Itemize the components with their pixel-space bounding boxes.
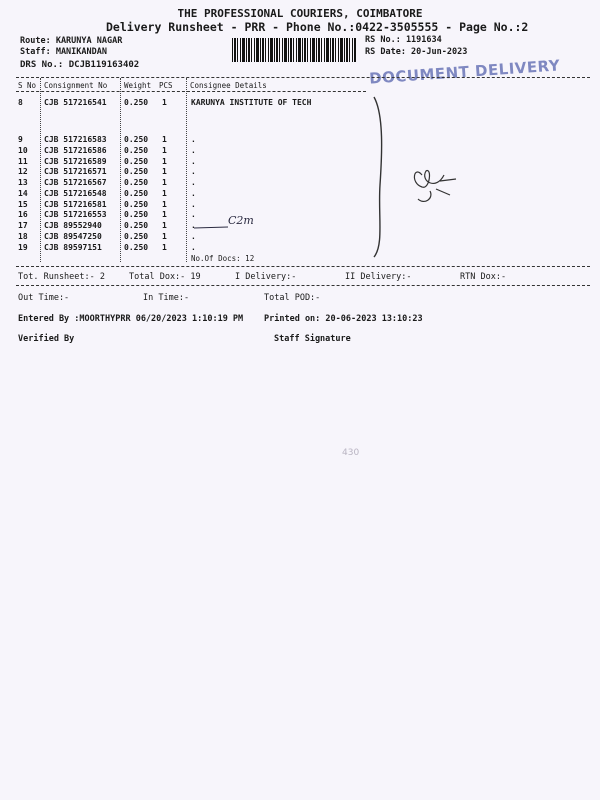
row-sno: 11 <box>18 156 28 166</box>
printed-on: Printed on: 20-06-2023 13:10:23 <box>264 314 423 324</box>
staff-label: Staff: MANIKANDAN <box>20 47 107 57</box>
row-weight: 0.250 <box>124 98 149 107</box>
row-consignment-no: CJB 517216571 <box>44 167 107 177</box>
row-weight: 0.250 <box>124 242 149 252</box>
row-sno: 16 <box>18 210 28 220</box>
row-weight: 0.250 <box>124 221 149 230</box>
row-consignment-no: CJB 517216586 <box>44 145 107 155</box>
row-consignee-details: . <box>191 231 196 241</box>
row-consignee-details: . <box>191 135 196 144</box>
row-weight: 0.250 <box>124 199 149 209</box>
row-sno: 12 <box>18 167 28 177</box>
row-consignment-no: CJB 517216583 <box>44 135 107 144</box>
tot-runsheet: Tot. Runsheet:- 2 <box>18 272 105 282</box>
entered-by: Entered By :MOORTHYPRR 06/20/2023 1:10:19 PM <box>18 314 244 324</box>
row-consignment-no: CJB 517216581 <box>44 199 107 209</box>
col-header-pcs: PCS <box>159 81 173 90</box>
row-consignee-details: . <box>191 221 196 230</box>
row-pcs: 1 <box>162 178 167 187</box>
total-pod: Total POD:- <box>264 293 321 303</box>
row-consignment-no: CJB 517216548 <box>44 188 107 198</box>
row-consignee-details: . <box>191 188 196 198</box>
handwritten-note: C2m <box>228 214 254 227</box>
row-sno: 8 <box>18 98 23 107</box>
col-header-consignee: Consignee Details <box>190 81 267 90</box>
row-weight: 0.250 <box>124 231 149 241</box>
row-consignment-no: CJB 517216541 <box>44 98 107 107</box>
table-header-rule <box>16 91 366 92</box>
route-label: Route: KARUNYA NAGAR <box>20 36 123 46</box>
row-sno: 10 <box>18 145 28 155</box>
barcode <box>232 38 356 62</box>
column-divider <box>120 78 121 262</box>
bracket-and-signature <box>360 95 470 265</box>
row-consignee-details: . <box>191 145 196 155</box>
ii-delivery: II Delivery:- <box>345 272 412 282</box>
row-consignee-details: . <box>191 178 196 187</box>
row-pcs: 1 <box>162 156 167 166</box>
row-weight: 0.250 <box>124 188 149 198</box>
row-pcs: 1 <box>162 145 167 155</box>
row-consignment-no: CJB 89547250 <box>44 231 102 241</box>
no-of-docs: No.Of Docs: 12 <box>191 254 255 263</box>
in-time: In Time:- <box>143 293 190 303</box>
row-pcs: 1 <box>162 221 167 230</box>
drs-number: DRS No.: DCJB119163402 <box>20 60 140 70</box>
column-divider <box>40 78 41 262</box>
row-pcs: 1 <box>162 98 167 107</box>
document-delivery-stamp: DOCUMENT DELIVERY <box>368 56 561 88</box>
row-consignment-no: CJB 89597151 <box>44 242 102 252</box>
rtn-dox: RTN Dox:- <box>460 272 507 282</box>
row-weight: 0.250 <box>124 135 149 144</box>
row-consignee-details: . <box>191 199 196 209</box>
row-consignee-details: . <box>191 210 196 220</box>
rs-number: RS No.: 1191634 <box>365 35 442 45</box>
row-pcs: 1 <box>162 135 167 144</box>
row-sno: 14 <box>18 188 28 198</box>
row-pcs: 1 <box>162 188 167 198</box>
row-weight: 0.250 <box>124 178 149 187</box>
rs-date: RS Date: 20-Jun-2023 <box>365 47 468 57</box>
row-sno: 17 <box>18 221 28 230</box>
runsheet-subtitle: Delivery Runsheet - PRR - Phone No.:0422-3505555 - Page No.:2 <box>106 20 529 34</box>
i-delivery: I Delivery:- <box>235 272 297 282</box>
out-time: Out Time:- <box>18 293 70 303</box>
verified-by: Verified By <box>18 334 75 344</box>
row-pcs: 1 <box>162 199 167 209</box>
row-pcs: 1 <box>162 231 167 241</box>
row-consignee-details: KARUNYA INSTITUTE OF TECH <box>191 98 312 107</box>
row-consignment-no: CJB 517216553 <box>44 210 107 220</box>
col-header-consignment: Consignment No <box>44 81 108 90</box>
column-divider <box>186 78 187 262</box>
col-header-weight: Weight <box>124 81 152 90</box>
row-pcs: 1 <box>162 242 167 252</box>
row-sno: 9 <box>18 135 23 144</box>
row-weight: 0.250 <box>124 145 149 155</box>
row-sno: 13 <box>18 178 28 187</box>
row-consignee-details: . <box>191 242 196 252</box>
col-header-sno: S No <box>18 81 37 90</box>
row-consignment-no: CJB 517216567 <box>44 178 107 187</box>
summary-top-rule <box>16 266 590 267</box>
row-weight: 0.250 <box>124 156 149 166</box>
row-pcs: 1 <box>162 210 167 220</box>
row-consignment-no: CJB 517216589 <box>44 156 107 166</box>
row-weight: 0.250 <box>124 167 149 177</box>
bleed-through-mark: 430 <box>342 448 360 458</box>
row-weight: 0.250 <box>124 210 149 220</box>
row-sno: 15 <box>18 199 28 209</box>
company-title: THE PROFESSIONAL COURIERS, COIMBATORE <box>177 7 423 20</box>
row-sno: 19 <box>18 242 28 252</box>
row-consignment-no: CJB 89552940 <box>44 221 102 230</box>
row-sno: 18 <box>18 231 28 241</box>
table-top-rule <box>16 77 590 78</box>
total-dox: Total Dox:- 19 <box>129 272 201 282</box>
row-pcs: 1 <box>162 167 167 177</box>
row-consignee-details: . <box>191 156 196 166</box>
summary-bottom-rule <box>16 285 590 286</box>
staff-signature: Staff Signature <box>274 334 351 344</box>
row-consignee-details: . <box>191 167 196 177</box>
